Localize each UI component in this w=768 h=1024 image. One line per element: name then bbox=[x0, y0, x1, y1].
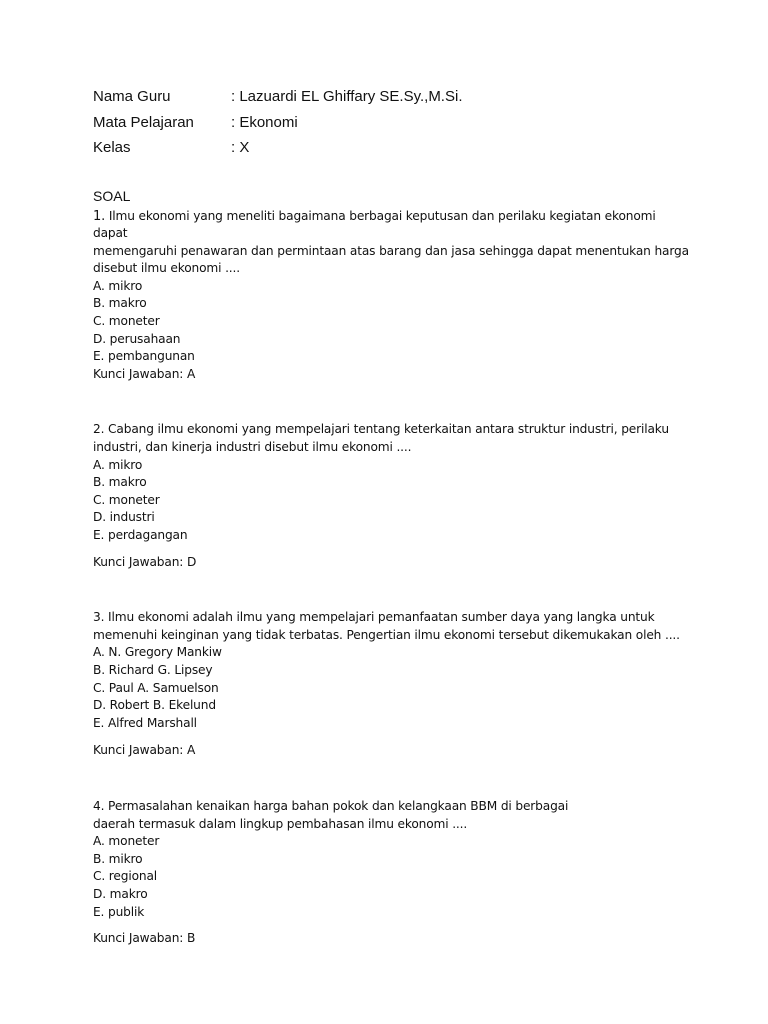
question-4 bbox=[93, 798, 693, 948]
teacher-label: Nama Guru bbox=[93, 88, 171, 105]
question-2-option-c: C. moneter bbox=[93, 492, 160, 507]
question-1-line-3: disebut ilmu ekonomi .... bbox=[93, 261, 240, 276]
question-2 bbox=[93, 421, 693, 571]
question-4-option-e: E. publik bbox=[93, 904, 145, 919]
question-2-option-e: E. perdagangan bbox=[93, 528, 188, 542]
question-4-line-1: 4. Permasalahan kenaikan harga bahan pokok dan kelangkaan BBM di berbagai bbox=[93, 798, 569, 813]
document-page bbox=[93, 84, 693, 948]
question-4-option-d: D. makro bbox=[93, 886, 148, 901]
class-value: : X bbox=[231, 139, 250, 156]
question-1-option-c: C. moneter bbox=[93, 314, 160, 329]
question-3-option-b: B. Richard G. Lipsey bbox=[93, 662, 213, 677]
question-3-option-e: E. Alfred Marshall bbox=[93, 715, 197, 730]
subject-label: Mata Pelajaran bbox=[93, 113, 194, 131]
question-2-line-1: 2. Cabang ilmu ekonomi yang mempelajari tentang keterkaitan antara struktur industri, perilaku bbox=[93, 422, 669, 437]
question-3-line-1: 3. Ilmu ekonomi adalah ilmu yang mempelajari pemanfaatan sumber daya yang langka untuk bbox=[93, 610, 655, 625]
question-2-line-2: industri, dan kinerja industri disebut ilmu ekonomi .... bbox=[93, 440, 412, 455]
question-3-answer-key: Kunci Jawaban: A bbox=[93, 743, 196, 758]
question-3 bbox=[93, 609, 693, 760]
teacher-value: : Lazuardi EL Ghiffary SE.Sy.,M.Si. bbox=[231, 88, 463, 105]
question-1-answer-key: Kunci Jawaban: A bbox=[93, 366, 196, 381]
subject-value: : Ekonomi bbox=[231, 113, 298, 131]
question-3-option-a: A. N. Gregory Mankiw bbox=[93, 645, 222, 660]
question-1-line-1 bbox=[93, 208, 693, 243]
question-1 bbox=[93, 208, 693, 384]
question-4-option-b: B. mikro bbox=[93, 851, 143, 866]
question-3-option-c: C. Paul A. Samuelson bbox=[93, 680, 219, 695]
question-1-option-d: D. perusahaan bbox=[93, 331, 181, 346]
section-title: SOAL bbox=[93, 187, 131, 204]
question-4-answer-key: Kunci Jawaban: B bbox=[93, 931, 196, 946]
question-1-option-e: E. pembangunan bbox=[93, 349, 195, 364]
question-2-option-d: D. industri bbox=[93, 510, 155, 525]
question-1-text-1: Ilmu ekonomi yang meneliti bagaimana berbagai keputusan dan perilaku kegiatan ekonomi dapat bbox=[93, 208, 656, 241]
question-4-line-2: daerah termasuk dalam lingkup pembahasan ilmu ekonomi .... bbox=[93, 816, 468, 831]
class-row bbox=[93, 135, 693, 161]
class-label: Kelas bbox=[93, 139, 131, 156]
question-1-option-a: A. mikro bbox=[93, 278, 143, 293]
question-2-option-b: B. makro bbox=[93, 475, 147, 490]
teacher-row bbox=[93, 84, 693, 110]
question-1-number: 1. bbox=[93, 208, 106, 224]
question-1-line-2: memengaruhi penawaran dan permintaan atas barang dan jasa sehingga dapat menentukan harga bbox=[93, 243, 689, 258]
question-2-option-a: A. mikro bbox=[93, 457, 143, 472]
subject-row bbox=[93, 110, 693, 136]
question-1-option-b: B. makro bbox=[93, 296, 147, 311]
question-3-option-d: D. Robert B. Ekelund bbox=[93, 698, 216, 713]
question-3-line-2: memenuhi keinginan yang tidak terbatas. Pengertian ilmu ekonomi tersebut dikemukakan oleh .... bbox=[93, 627, 680, 642]
question-4-option-a: A. moneter bbox=[93, 834, 160, 849]
question-2-answer-key: Kunci Jawaban: D bbox=[93, 554, 197, 569]
question-4-option-c: C. regional bbox=[93, 869, 158, 884]
document-header bbox=[93, 84, 693, 161]
